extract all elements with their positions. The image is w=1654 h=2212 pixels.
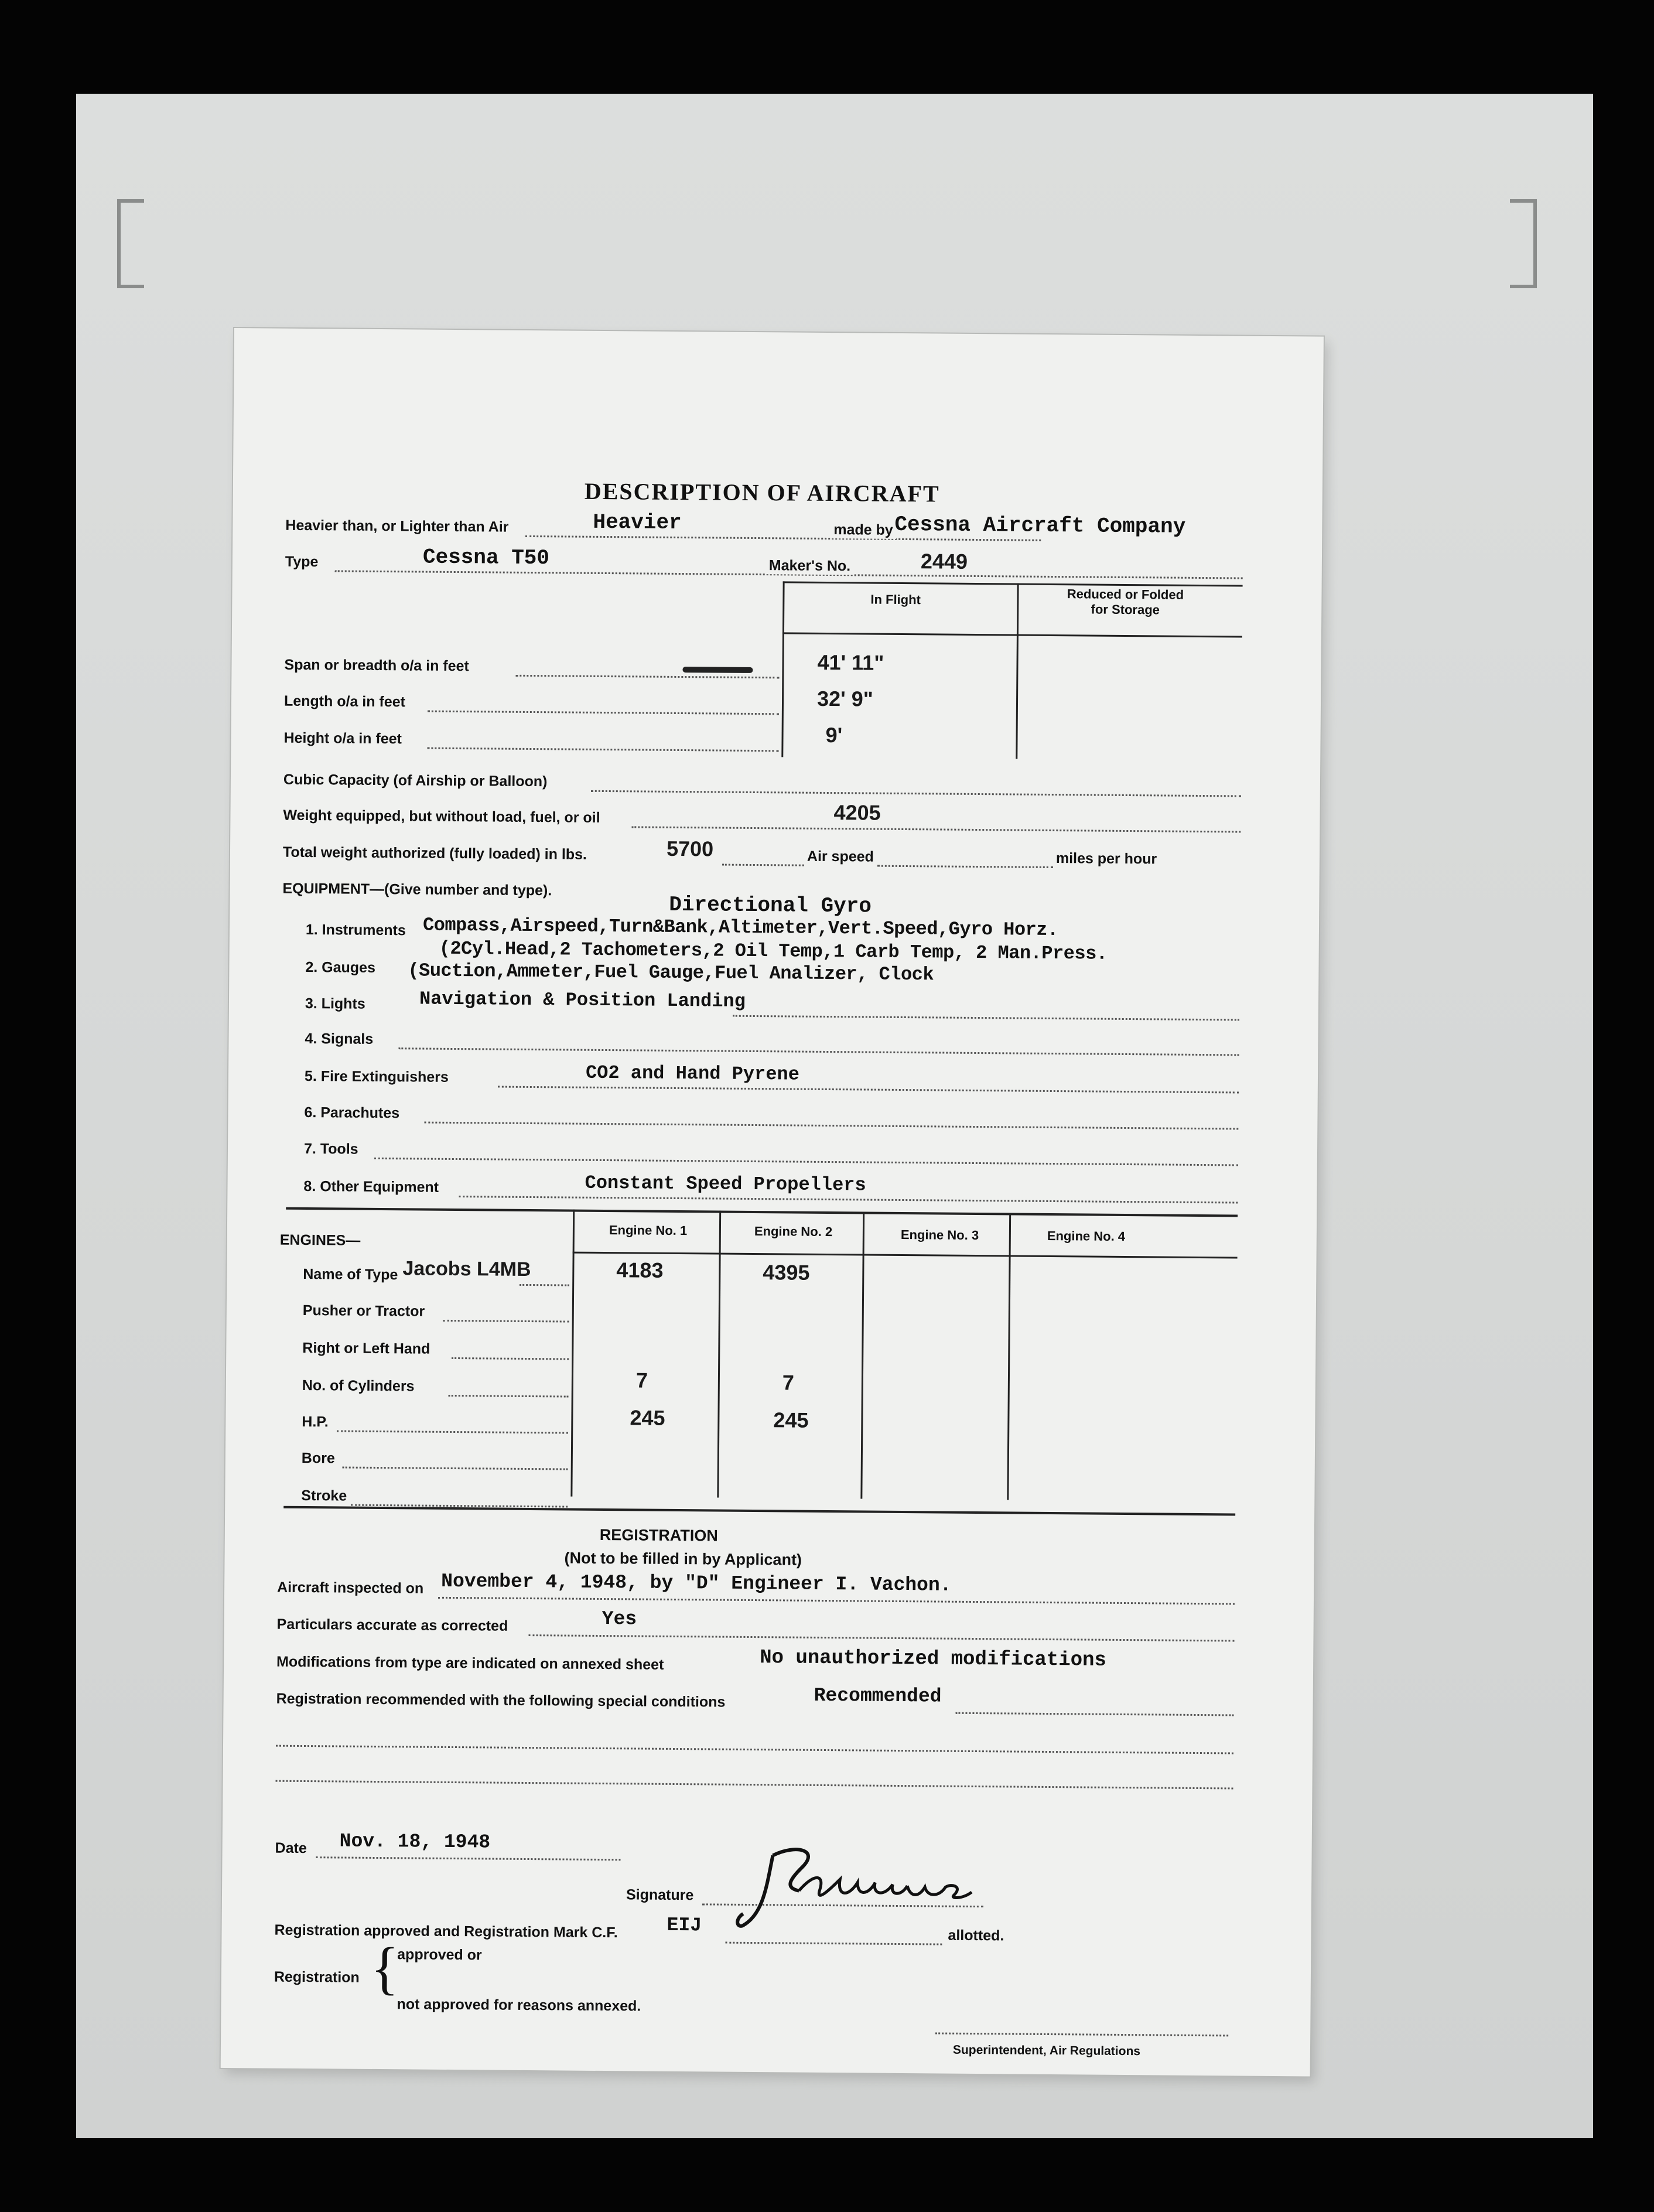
equip-label-instruments: 1. Instruments — [305, 921, 406, 939]
form-title: DESCRIPTION OF AIRCRAFT — [584, 477, 940, 507]
superintendent-label: Superintendent, Air Regulations — [952, 2043, 1141, 2059]
equip-label-other: 8. Other Equipment — [303, 1177, 439, 1196]
gauges-extra: (2Cyl.Head,2 Tachometers,2 Oil Temp,1 Carb Temp, 2 Man.Press. — [439, 937, 1108, 965]
heavier-lighter-value: Heavier — [593, 510, 682, 535]
approved-or: approved or — [397, 1946, 482, 1964]
not-approved: not approved for reasons annexed. — [397, 1996, 641, 2015]
instruments-extra: Directional Gyro — [669, 892, 872, 919]
engines-heading: ENGINES— — [279, 1231, 361, 1249]
engine-col-2: Engine No. 2 — [754, 1224, 833, 1240]
equip-label-lights: 3. Lights — [305, 995, 365, 1012]
signature-label: Signature — [626, 1886, 694, 1904]
cubic-capacity-label: Cubic Capacity (of Airship or Balloon) — [283, 771, 548, 790]
registration-label: Registration — [274, 1968, 360, 1986]
made-by-label: made by — [830, 521, 897, 539]
dim-value-span: 41' 11" — [817, 650, 884, 675]
engine-label-type: Name of Type — [303, 1265, 398, 1283]
equip-value-fire: CO2 and Hand Pyrene — [585, 1061, 800, 1085]
equip-value-instruments: Compass,Airspeed,Turn&Bank,Altimeter,Vert.Speed,Gyro Horz. — [422, 914, 1058, 941]
approved-label: Registration approved and Registration Mark C.F. — [274, 1921, 618, 1941]
allotted-label: allotted. — [948, 1927, 1004, 1944]
dim-value-height: 9' — [825, 722, 843, 747]
engine-label-hand: Right or Left Hand — [302, 1339, 430, 1357]
in-flight-header: In Flight — [870, 592, 921, 607]
engine-type-value: Jacobs L4MB — [402, 1257, 531, 1281]
dim-value-length: 32' 9" — [816, 686, 873, 711]
crop-mark-left — [117, 199, 144, 288]
total-weight-label: Total weight authorized (fully loaded) in lbs. — [282, 844, 587, 863]
recommended-label: Registration recommended with the following special conditions — [276, 1690, 726, 1711]
equip-label-signals: 4. Signals — [305, 1030, 374, 1047]
crop-mark-right — [1510, 199, 1537, 288]
aircraft-description-form — [221, 328, 1324, 2077]
engine-label-pusher: Pusher or Tractor — [302, 1302, 425, 1320]
engine1-cylinders: 7 — [635, 1368, 648, 1392]
particulars-label: Particulars accurate as corrected — [276, 1616, 508, 1634]
mark-value: EIJ — [667, 1914, 702, 1937]
engine-col-1: Engine No. 1 — [609, 1223, 688, 1238]
equip-value-gauges: (Suction,Ammeter,Fuel Gauge,Fuel Analizer, Clock — [408, 960, 934, 986]
type-value: Cessna T50 — [422, 545, 550, 571]
engine-col-3: Engine No. 3 — [900, 1227, 979, 1243]
particulars-value: Yes — [602, 1607, 637, 1630]
registration-subheading: (Not to be filled in by Applicant) — [564, 1549, 802, 1569]
inspected-value: November 4, 1948, by "D" Engineer I. Vachon. — [441, 1570, 952, 1596]
registration-heading: REGISTRATION — [599, 1525, 718, 1545]
weight-equipped-label: Weight equipped, but without load, fuel, or oil — [283, 807, 600, 826]
modifications-label: Modifications from type are indicated on annexed sheet — [276, 1653, 664, 1673]
dim-label-span: Span or breadth o/a in feet — [284, 656, 469, 675]
storage-header: Reduced or Folded for Storage — [1067, 586, 1184, 617]
engine-label-cylinders: No. of Cylinders — [302, 1377, 415, 1395]
air-speed-label: Air speed — [807, 848, 874, 865]
engine-label-hp: H.P. — [302, 1413, 329, 1431]
engine2-cylinders: 7 — [782, 1370, 795, 1395]
equip-label-gauges: 2. Gauges — [305, 958, 376, 976]
equip-label-parachutes: 6. Parachutes — [304, 1104, 400, 1122]
dim-label-length: Length o/a in feet — [283, 692, 406, 711]
modifications-value: No unauthorized modifications — [760, 1647, 1107, 1672]
equipment-heading: EQUIPMENT—(Give number and type). — [282, 880, 552, 899]
engine-col-4: Engine No. 4 — [1047, 1228, 1126, 1244]
equip-value-other: Constant Speed Propellers — [585, 1172, 866, 1196]
makers-no-label: Maker's No. — [766, 557, 855, 575]
engine1-hp: 245 — [630, 1405, 665, 1430]
engine1-type: 4183 — [616, 1258, 664, 1282]
heavier-lighter-label: Heavier than, or Lighter than Air — [285, 517, 509, 535]
equip-label-tools: 7. Tools — [303, 1140, 358, 1158]
engine2-hp: 245 — [773, 1408, 809, 1432]
redaction-mark — [682, 667, 753, 673]
inspected-label: Aircraft inspected on — [277, 1579, 424, 1597]
equip-label-fire: 5. Fire Extinguishers — [304, 1067, 449, 1085]
type-label: Type — [285, 553, 319, 571]
date-value: Nov. 18, 1948 — [339, 1830, 491, 1853]
makers-no-value: 2449 — [920, 549, 968, 574]
brace: { — [370, 1935, 399, 2001]
engine-label-stroke: Stroke — [301, 1487, 347, 1504]
recommended-value: Recommended — [814, 1684, 942, 1708]
equip-value-lights: Navigation & Position Landing — [419, 988, 746, 1012]
date-label: Date — [275, 1839, 307, 1857]
mph-label: miles per hour — [1055, 850, 1157, 868]
dim-label-height: Height o/a in feet — [283, 729, 402, 747]
made-by-value: Cessna Aircraft Company — [894, 512, 1186, 539]
engine2-type: 4395 — [763, 1260, 810, 1285]
engine-label-bore: Bore — [301, 1449, 335, 1467]
total-weight-value: 5700 — [666, 836, 714, 861]
weight-equipped-value: 4205 — [833, 800, 881, 825]
